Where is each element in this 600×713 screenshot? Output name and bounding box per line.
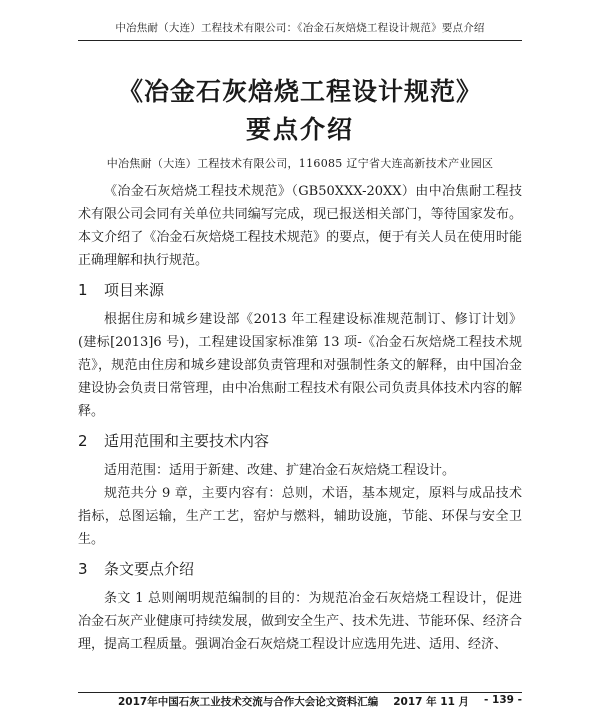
section-number: 2 [78, 432, 88, 450]
section-3-paragraph-1: 条文 1 总则阐明规范编制的目的：为规范冶金石灰焙烧工程设计，促进冶金石灰产业健康可持续发展，做到安全生产、技术先进、节能环保、经济合理，提高工程质量。强调冶金石灰焙烧工程设计应选用先进、适用、经济、 [78, 591, 522, 652]
footer-publication: 2017年中国石灰工业技术交流与合作大会论文资料汇编 [118, 696, 379, 708]
section-title: 项目来源 [104, 281, 165, 299]
section-heading-2 [78, 429, 522, 453]
section-heading-3 [78, 557, 522, 581]
article-subtitle: 要点介绍 [245, 115, 354, 144]
section-title: 条文要点介绍 [104, 560, 195, 578]
page-footer [118, 694, 522, 709]
section-2-paragraph-2: 规范共分 9 章，主要内容有：总则，术语，基本规定，原料与成品技术指标，总图运输，生产工艺，窑炉与燃料，辅助设施，节能、环保与安全卫生。 [78, 486, 522, 547]
footer-divider [78, 692, 522, 693]
author-affiliation: 中冶焦耐（大连）工程技术有限公司，116085 辽宁省大连高新技术产业园区 [106, 157, 494, 170]
section-heading-1 [78, 278, 522, 302]
section-1-paragraph-1: 根据住房和城乡建设部《2013 年工程建设标准规范制订、修订计划》(建标[2013]6 号)，工程建设国家标准第 13 项-《冶金石灰焙烧工程技术规范》，规范由住房和城乡建设部负责管理和对强制性条文的解释，由中国冶金建设协会负责日常管理，由中冶焦耐工程技术有限公司负责具体技术内容的解释。 [78, 312, 522, 419]
article-body [78, 180, 522, 656]
section-title: 适用范围和主要技术内容 [104, 432, 270, 450]
section-2-paragraph-1: 适用范围：适用于新建、改建、扩建冶金石灰焙烧工程设计。 [104, 463, 456, 478]
article-title: 《冶金石灰焙烧工程设计规范》 [117, 77, 482, 106]
intro-paragraph: 《冶金石灰焙烧工程技术规范》（GB50XXX-20XX）由中冶焦耐工程技术有限公司会同有关单位共同编写完成，现已报送相关部门，等待国家发布。本文介绍了《冶金石灰焙烧工程技术规范》的要点，便于有关人员在使用时能正确理解和执行规范。 [78, 184, 522, 268]
header-divider [78, 40, 522, 41]
running-header: 中冶焦耐（大连）工程技术有限公司：《冶金石灰焙烧工程设计规范》要点介绍 [115, 22, 485, 34]
section-number: 3 [78, 560, 88, 578]
page-number: - 139 - [484, 694, 522, 706]
section-number: 1 [78, 281, 88, 299]
footer-date: 2017 年 11 月 [393, 696, 470, 708]
